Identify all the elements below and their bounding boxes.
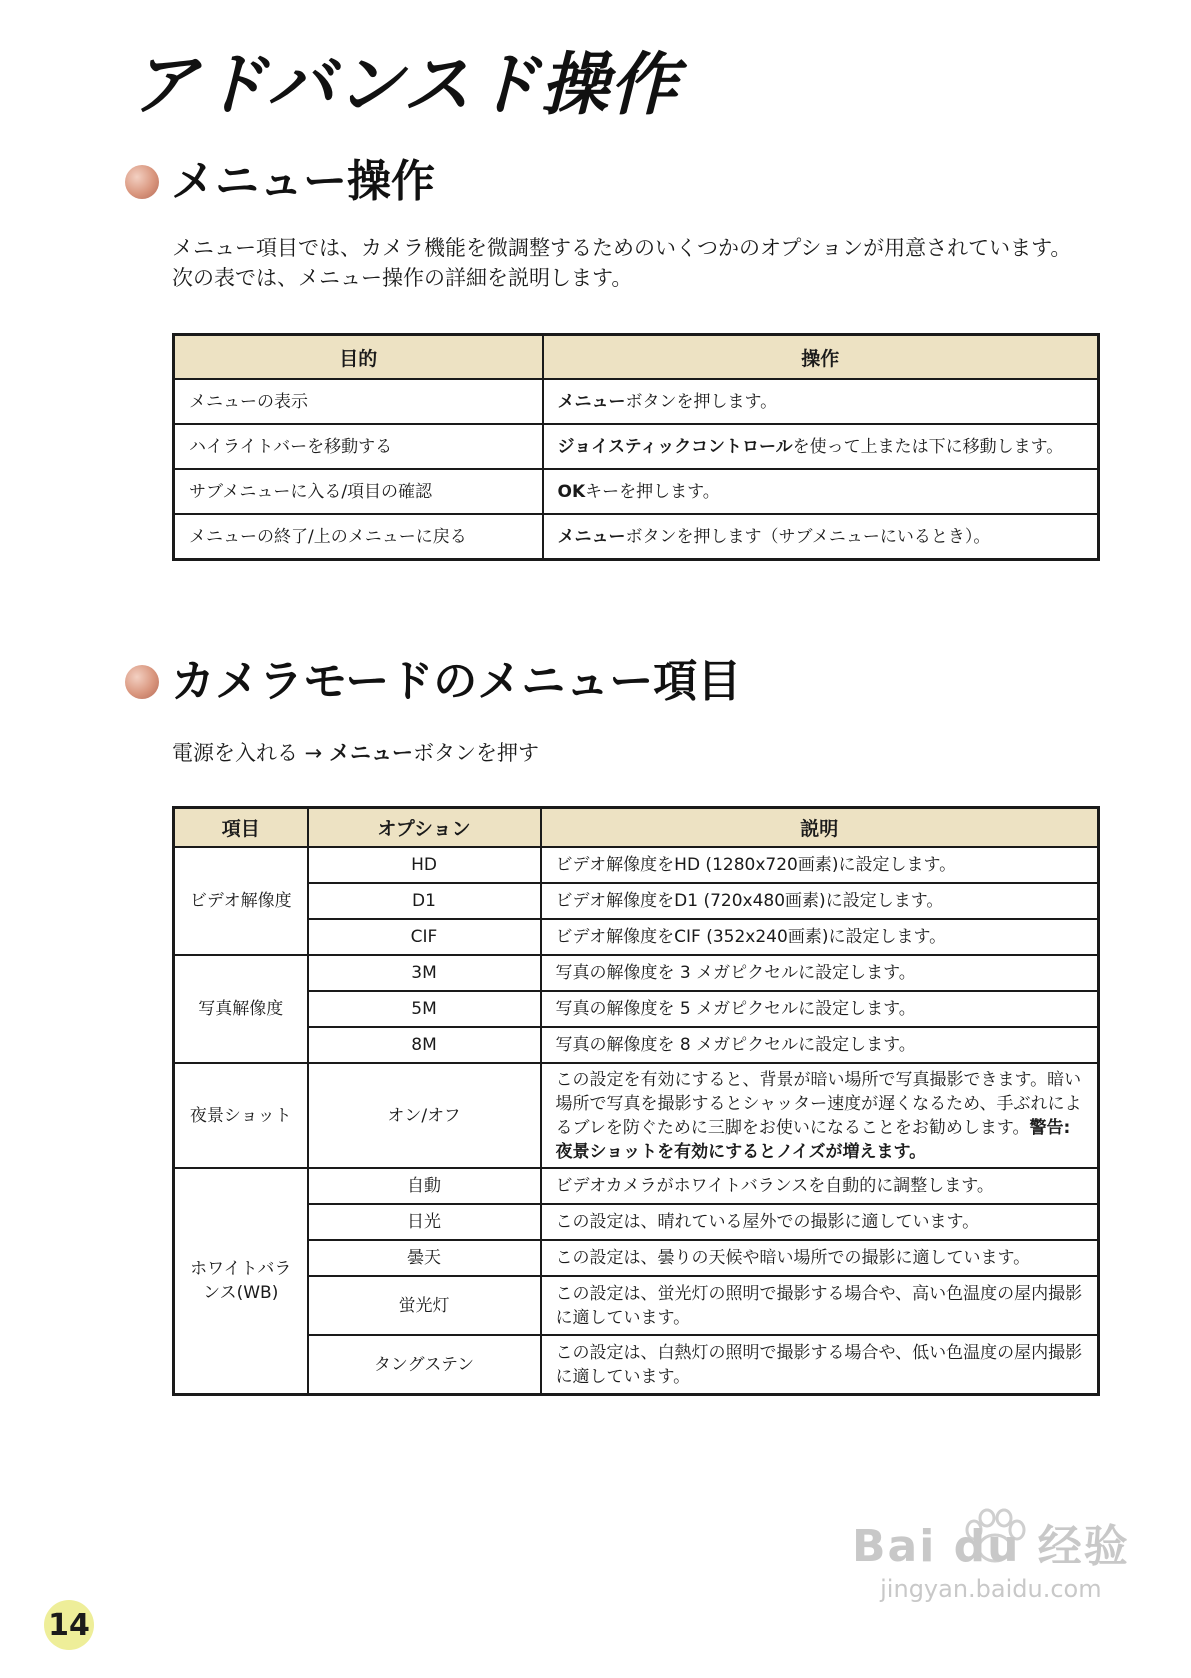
option-cell: 自動 [308,1168,541,1204]
option-cell: 日光 [308,1204,541,1240]
section-heading-menu-operation [125,156,435,207]
path-suffix: ボタンを押す [412,741,539,765]
description-cell: この設定は、晴れている屋外での撮影に適しています。 [541,1204,1099,1240]
key-label: ジョイスティックコントロール [557,436,793,457]
option-cell: 曇天 [308,1240,541,1276]
watermark-url: jingyan.baidu.com [880,1575,1102,1603]
page-title: アドバンスド操作 [130,46,679,125]
description-cell: ビデオ解像度をCIF (352x240画素)に設定します。 [541,919,1099,955]
option-cell: D1 [308,883,541,919]
operation-cell [543,514,1099,560]
table-row [174,919,1099,955]
table-row [174,991,1099,1027]
description-cell: 写真の解像度を 5 メガピクセルに設定します。 [541,991,1099,1027]
item-cell: 夜景ショット [174,1063,308,1168]
option-cell: 5M [308,991,541,1027]
table-row [174,514,1099,560]
operation-cell [543,424,1099,469]
option-cell: 8M [308,1027,541,1063]
table-row [174,1276,1099,1335]
table-row [174,424,1099,469]
item-cell: ビデオ解像度 [174,847,308,955]
purpose-cell: メニューの表示 [174,379,543,424]
table-row [174,469,1099,514]
table-row [174,955,1099,991]
description-cell: ビデオ解像度をD1 (720x480画素)に設定します。 [541,883,1099,919]
description-cell: 写真の解像度を 8 メガピクセルに設定します。 [541,1027,1099,1063]
option-cell: HD [308,847,541,883]
section-title: カメラモードのメニュー項目 [171,656,742,707]
option-cell: タングステン [308,1335,541,1395]
description-cell: ビデオ解像度をHD (1280x720画素)に設定します。 [541,847,1099,883]
description-cell: この設定は、白熱灯の照明で撮影する場合や、低い色温度の屋内撮影に適しています。 [541,1335,1099,1395]
table-row [174,1204,1099,1240]
bullet-icon [125,165,159,199]
option-cell: オン/オフ [308,1063,541,1168]
purpose-cell: ハイライトバーを移動する [174,424,543,469]
table-row [174,847,1099,883]
intro-line: 次の表では、メニュー操作の詳細を説明します。 [172,266,633,290]
column-header: 目的 [174,335,543,380]
table-row [174,379,1099,424]
option-cell: 蛍光灯 [308,1276,541,1335]
purpose-cell: サブメニューに入る/項目の確認 [174,469,543,514]
description-cell: この設定は、蛍光灯の照明で撮影する場合や、高い色温度の屋内撮影に適しています。 [541,1276,1099,1335]
column-header: 操作 [543,335,1099,380]
description-cell [541,1063,1099,1168]
intro-line: メニュー項目では、カメラ機能を微調整するためのいくつかのオプションが用意されています。 [172,236,1072,260]
option-cell: 3M [308,955,541,991]
table-row [174,1240,1099,1276]
page-number: 14 [44,1600,94,1650]
column-header: 説明 [541,808,1099,848]
path-prefix: 電源を入れる → [172,741,329,765]
warning-text: 警告: 夜景ショットを有効にするとノイズが増えます。 [555,1117,1071,1162]
description-text: この設定を有効にすると、背景が暗い場所で写真撮影できます。暗い場所で写真を撮影するとシャッター速度が遅くなるため、手ぶれによるブレを防ぐために三脚をお使いになることをお勧めします。 [555,1069,1082,1138]
operation-text: キーを押します。 [585,481,720,502]
option-cell: CIF [308,919,541,955]
operation-cell [543,469,1099,514]
section-heading-camera-mode-menu [125,656,742,707]
path-key: メニュー [328,741,413,765]
operation-text: を使って上または下に移動します。 [792,436,1064,457]
bullet-icon [125,665,159,699]
intro-paragraph [172,233,1071,293]
item-cell: ホワイトバランス(WB) [174,1168,308,1395]
camera-menu-items-table [172,806,1100,1396]
description-cell: この設定は、曇りの天候や暗い場所での撮影に適しています。 [541,1240,1099,1276]
operation-text: ボタンを押します。 [625,391,778,412]
table-row [174,1335,1099,1395]
table-row [174,1063,1099,1168]
operation-text: ボタンを押します（サブメニューにいるとき）。 [625,526,991,547]
column-header: オプション [308,808,541,848]
item-cell: 写真解像度 [174,955,308,1063]
key-label: メニュー [557,526,626,547]
table-row [174,883,1099,919]
operation-cell [543,379,1099,424]
menu-operation-table [172,333,1100,561]
key-label: OK [557,481,586,502]
key-label: メニュー [557,391,626,412]
watermark-logo: Bai du 经验 [852,1521,1130,1572]
column-header: 項目 [174,808,308,848]
description-cell: ビデオカメラがホワイトバランスを自動的に調整します。 [541,1168,1099,1204]
section-title: メニュー操作 [171,156,435,207]
table-row [174,1027,1099,1063]
table-row [174,1168,1099,1204]
purpose-cell: メニューの終了/上のメニューに戻る [174,514,543,560]
watermark [852,1521,1130,1603]
description-cell: 写真の解像度を 3 メガピクセルに設定します。 [541,955,1099,991]
navigation-path [172,737,539,767]
